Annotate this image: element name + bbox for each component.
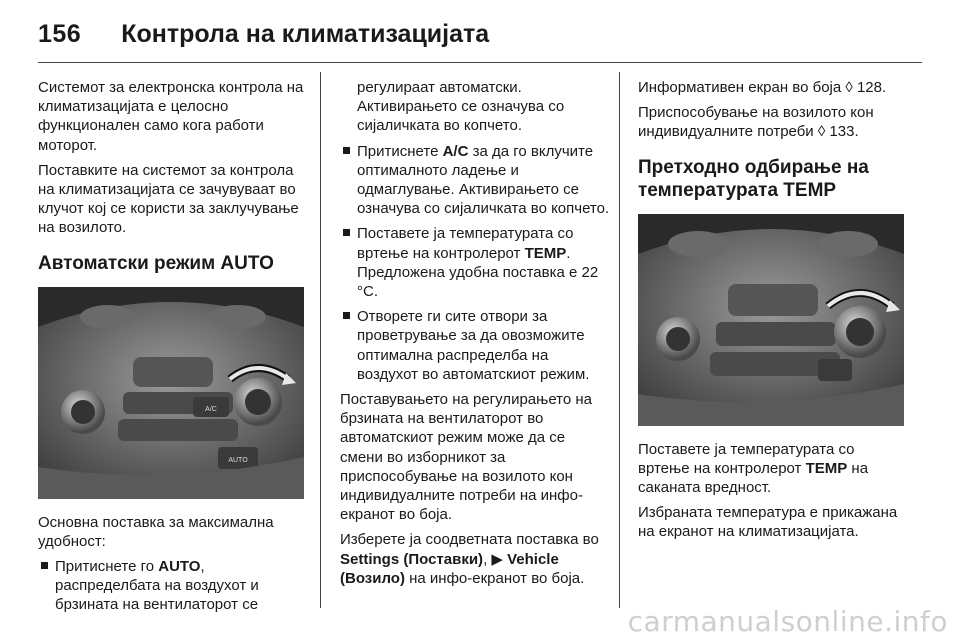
header-divider [38, 62, 922, 63]
paragraph: Основна поставка за максимална удобност: [38, 513, 274, 550]
section-heading: Претходно одбирање на температурата TEMP [638, 156, 869, 201]
climate-control-image-auto [38, 287, 304, 499]
column-3 [638, 78, 908, 548]
column-divider [619, 72, 620, 608]
paragraph: Системот за електронска контрола на климатизацијата е целосно функционален само кога работи моторот. [38, 79, 304, 154]
cross-reference: Приспособување на возилото кон индивидуалните потреби ◊ 133. [638, 104, 874, 141]
bullet-item: Притиснете го AUTO, распределбата на воздухот и брзината на вентилаторот се [38, 557, 310, 615]
page-title: Контрола на климатизацијата [121, 19, 490, 48]
paragraph: Поставете ја температурата со вртење на контролерот TEMP на саканата вредност. [638, 440, 869, 497]
paragraph: Избраната температура е прикажана на екранот на климатизацијата. [638, 504, 898, 541]
bullet-item: Притиснете A/C за да го вклучите оптималното ладење и одмаглување. Активирањето се означува со сијаличката во копчето. [340, 142, 610, 219]
climate-control-image-temp [638, 214, 904, 426]
column-divider [320, 72, 321, 608]
paragraph: регулираат автоматски. Активирањето се означува со сијаличката во копчето. [357, 79, 565, 135]
auto-button-label: AUTO [228, 456, 248, 464]
column-2 [340, 78, 610, 594]
ac-button-label: A/C [205, 405, 217, 413]
column-1 [38, 78, 310, 621]
paragraph: Поставувањето на регулирањето на брзината на вентилаторот во автоматскиот режим може да се смени во изборникот за приспособување на возилото кон индивидуалните потреби на инфо-екранот во боја. [340, 391, 592, 524]
section-heading: Автоматски режим AUTO [38, 252, 274, 274]
paragraph: Поставките на системот за контрола на климатизацијата се зачувуваат во клучот кој се користи за заклучување на возилото. [38, 161, 299, 237]
paragraph: Изберете ја соодветната поставка во Settings (Поставки), ▶ Vehicle (Возило) на инфо-екранот во боја. [340, 531, 599, 587]
page-header [38, 16, 489, 52]
watermark: carmanualsonline.info [627, 605, 948, 638]
cross-reference: Информативен екран во боја ◊ 128. [638, 79, 887, 96]
page-number: 156 [38, 19, 82, 48]
bullet-item: Поставете ја температурата со вртење на контролерот TEMP. Предложена удобна поставка е 22 °C. [340, 224, 610, 301]
bullet-item: Отворете ги сите отвори за проветрување за да овозможите оптимална распределба на воздухот во автоматскиот режим. [340, 307, 610, 384]
